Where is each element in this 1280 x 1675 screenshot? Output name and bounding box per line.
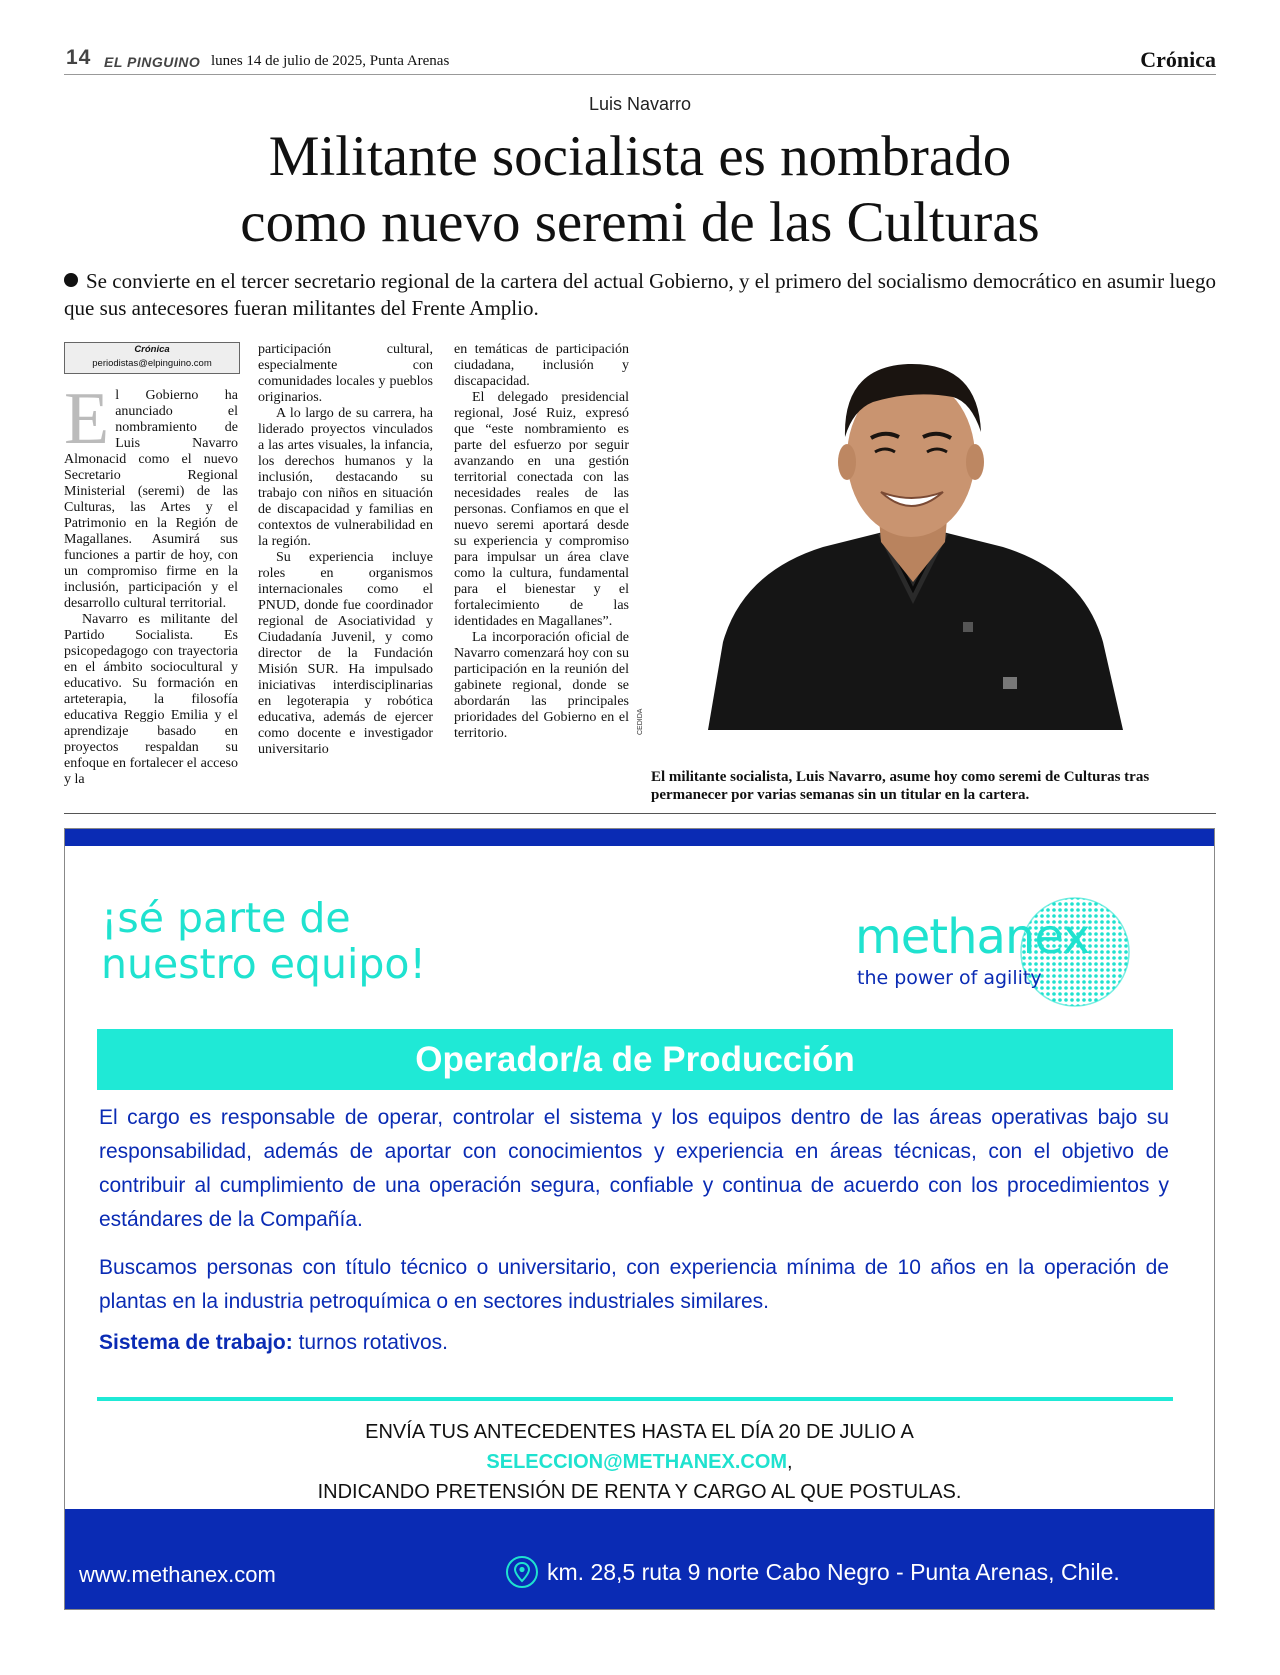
- cta-line-3: INDICANDO PRETENSIÓN DE RENTA Y CARGO AL QUE POSTULAS.: [317, 1481, 962, 1503]
- photo-caption: El militante socialista, Luis Navarro, asume hoy como seremi de Culturas tras permanecer por varias semanas sin un titular en la cartera.: [651, 769, 1150, 803]
- article-column-2: [258, 342, 433, 758]
- credit-section: Crónica: [134, 344, 170, 355]
- slogan-line-1: ¡sé parte de: [101, 894, 351, 942]
- paragraph: participación cultural, especialmente con comunidades locales y pueblos originarios.: [258, 342, 433, 405]
- photo-credit: CEDIDA: [637, 708, 644, 735]
- brand-name: methanex: [855, 909, 1090, 965]
- paragraph: El Gobierno ha anunciado el nombramiento de Luis Navarro Almonacid como el nuevo Secretario Regional Ministerial (seremi) de las Culturas, las Artes y el Patrimonio en la Región de Magallanes. Asumirá sus funciones a partir de hoy, con un compromiso firme en la inclusión, participación y el desarrollo cultural territorial.: [64, 378, 238, 611]
- paragraph: El delegado presidencial regional, José Ruiz, expresó que “este nombramiento es parte del esfuerzo por seguir avanzando en una gestión territorial conectada con las necesidades reales de las personas. Confiamos en que el nuevo seremi aportará desde su experiencia y compromiso para impulsar un área clave como la cultura, fundamental para el bienestar y el fortalecimiento de las identidades en Magallanes”.: [454, 390, 629, 629]
- page-header: [64, 46, 1216, 75]
- paragraph: A lo largo de su carrera, ha liderado proyectos vinculados a las artes visuales, la infancia, los derechos humanos y la inclusión, destacando su trabajo con niños en situación de discapacidad y familias en contextos de vulnerabilidad en la región.: [258, 406, 433, 549]
- drop-cap: E: [64, 378, 110, 460]
- company-address: km. 28,5 ruta 9 norte Cabo Negro - Punta Arenas, Chile.: [547, 1559, 1120, 1585]
- ad-slogan: [101, 895, 426, 987]
- headline-line-2: como nuevo seremi de las Culturas: [240, 191, 1040, 254]
- location-pin-icon: [505, 1555, 539, 1589]
- job-title: Operador/a de Producción: [97, 1029, 1173, 1090]
- job-advertisement: [64, 828, 1215, 1610]
- author-credit-box: [64, 342, 240, 374]
- job-requirements: Buscamos personas con título técnico o universitario, con experiencia mínima de 10 años en la operación de plantas en la industria petroquímica o en sectores industriales similares.: [99, 1256, 1169, 1313]
- work-system-value: turnos rotativos.: [298, 1331, 448, 1354]
- cta-line-1: ENVÍA TUS ANTECEDENTES HASTA EL DÍA 20 DE JULIO A: [365, 1421, 914, 1443]
- ad-divider: [97, 1397, 1173, 1401]
- lead-text: Se convierte en el tercer secretario regional de la cartera del actual Gobierno, y el primero del socialismo democrático en asumir luego que sus antecesores fueran militantes del Frente Amplio.: [64, 269, 1217, 320]
- job-description: El cargo es responsable de operar, controlar el sistema y los equipos dentro de las áreas operativas bajo su responsabilidad, además de aportar con conocimientos y experiencia en áreas técnicas, con el objetivo de contribuir al cumplimiento de una operación segura, confiable y continua de acuerdo con los procedimientos y estándares de la Compañía.: [99, 1106, 1169, 1231]
- slogan-line-2: nuestro equipo!: [101, 940, 426, 988]
- credit-email[interactable]: periodistas@elpinguino.com: [92, 358, 212, 369]
- bullet-icon: [64, 273, 78, 287]
- headline: [100, 124, 1180, 256]
- ad-footer: [65, 1509, 1214, 1609]
- paragraph: Navarro es militante del Partido Socialista. Es psicopedagogo con trayectoria en el ámbito sociocultural y educativo. Su formación en arteterapia, la filosofía educativa Reggio Emilia y el aprendizaje basado en proyectos respaldan su enfoque en fortalecer el acceso y la: [64, 612, 238, 787]
- issue-date: lunes 14 de julio de 2025, Punta Arenas: [211, 53, 450, 69]
- section-title: Crónica: [1140, 47, 1216, 72]
- headline-line-1: Militante socialista es nombrado: [268, 125, 1012, 188]
- article-column-3: [454, 342, 629, 742]
- application-instructions: ENVÍA TUS ANTECEDENTES HASTA EL DÍA 20 DE JULIO A SELECCION@METHANEX.COM, INDICANDO PRETENSIÓN DE RENTA Y CARGO AL QUE POSTULAS.: [65, 1417, 1214, 1507]
- byline: Luis Navarro: [588, 94, 692, 114]
- paragraph: en temáticas de participación ciudadana, inclusión y discapacidad.: [454, 342, 629, 389]
- lead-paragraph: [64, 268, 1219, 322]
- methanex-logo: [855, 895, 1155, 1010]
- paragraph: La incorporación oficial de Navarro comenzará hoy con su participación en la reunión del gabinete regional, donde se abordarán las principales prioridades del Gobierno en el territorio.: [454, 630, 629, 741]
- ad-top-bar: [65, 829, 1214, 846]
- newspaper-name: EL PINGUINO: [104, 54, 201, 70]
- brand-tagline: the power of agility: [857, 967, 1042, 989]
- website-link[interactable]: www.methanex.com: [79, 1562, 276, 1587]
- application-email-link[interactable]: SELECCION@METHANEX.COM: [486, 1451, 788, 1473]
- divider: [64, 813, 1216, 814]
- portrait-photo: [653, 342, 1163, 730]
- article-column-1: [64, 378, 238, 788]
- work-system-label: Sistema de trabajo:: [99, 1331, 293, 1354]
- work-system: [99, 1326, 1169, 1360]
- page-number: 14: [66, 46, 92, 69]
- paragraph: Su experiencia incluye roles en organismos internacionales como el PNUD, donde fue coordinador regional de Asociatividad y Ciudadanía Juvenil, y como director de la Fundación Misión SUR. Ha impulsado iniciativas interdisciplinarias en legoterapia y robótica educativa, además de ejercer como docente e investigador universitario: [258, 550, 433, 757]
